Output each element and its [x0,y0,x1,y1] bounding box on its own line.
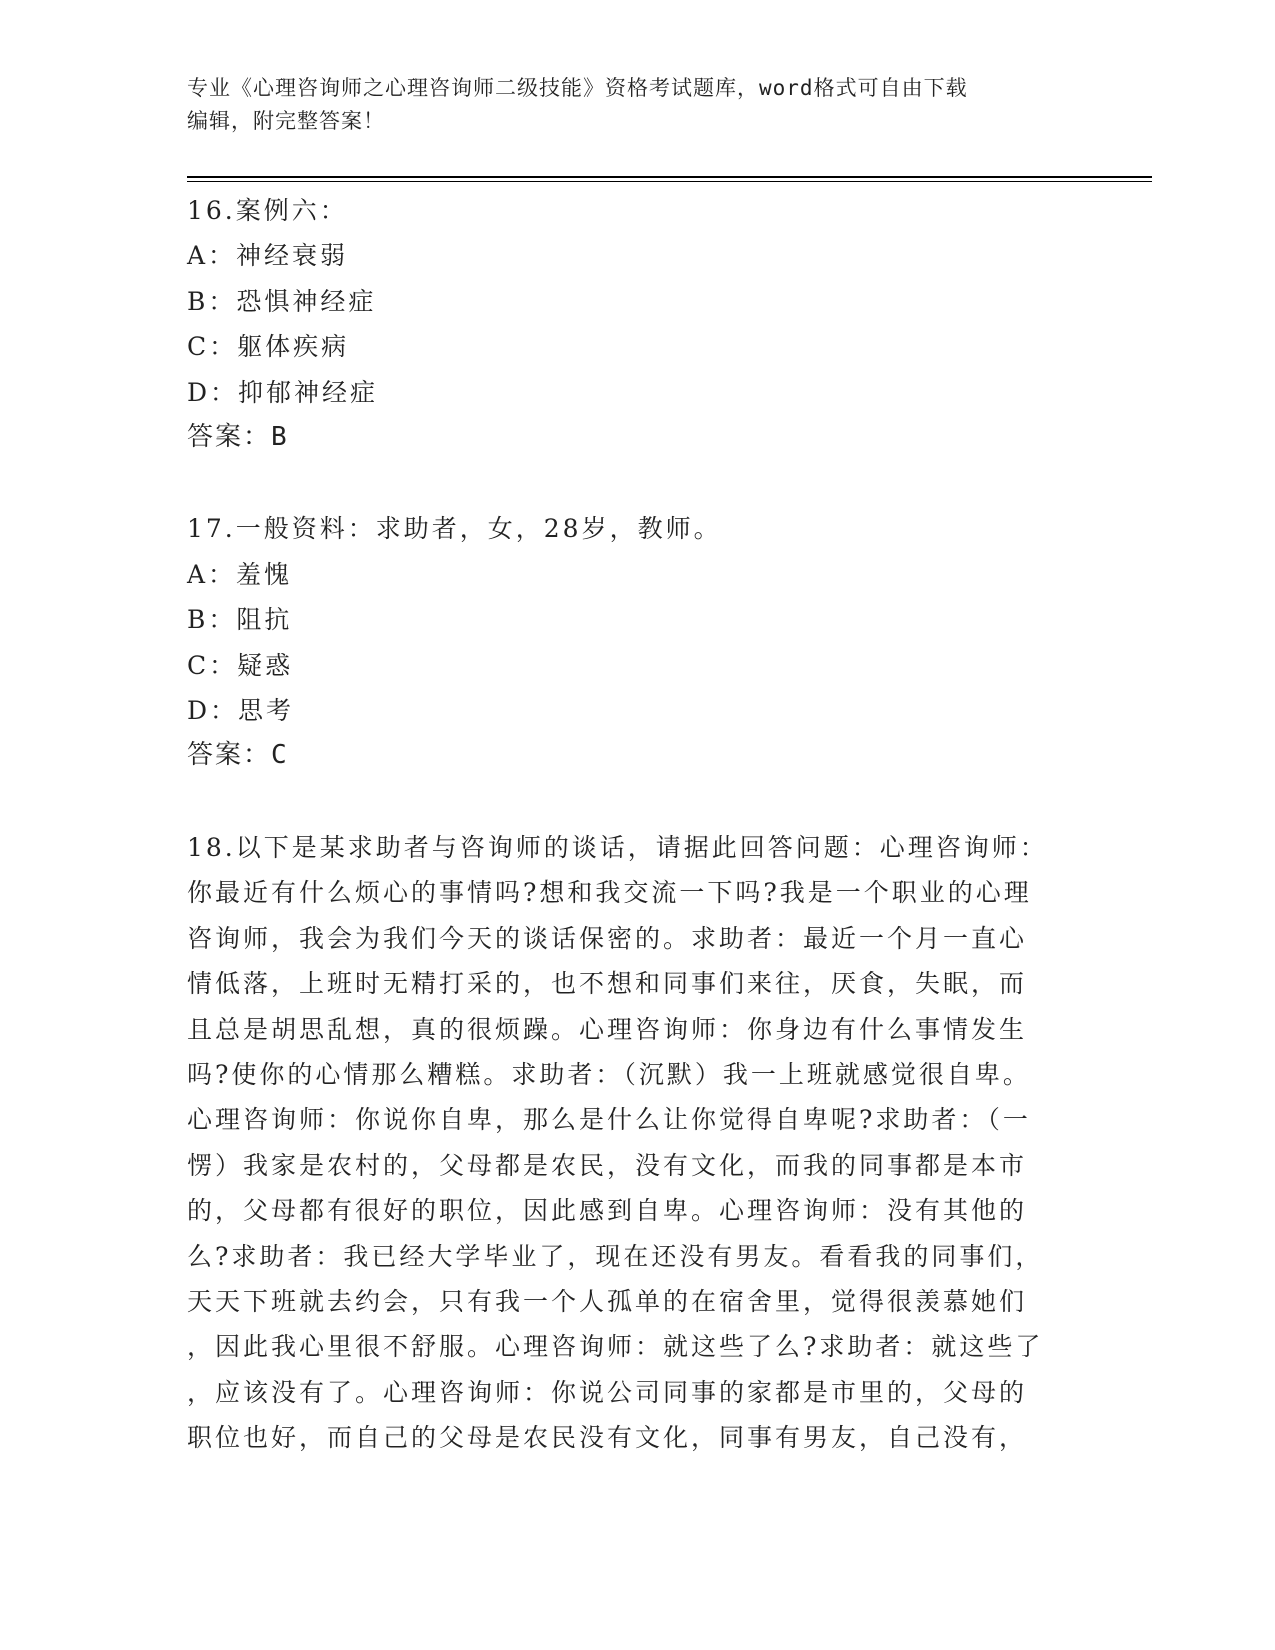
question-18-line: 吗?使你的心情那么糟糕。求助者：（沉默）我一上班就感觉很自卑。 [187,1059,1031,1089]
question-list [187,188,1067,1461]
question-18-line: 咨询师，我会为我们今天的谈话保密的。求助者：最近一个月一直心 [187,923,1028,953]
question-18-line: 职位也好，而自己的父母是农民没有文化，同事有男友，自己没有， [187,1423,1028,1453]
question-16 [187,188,1067,460]
answer-line: 答案：C [187,740,289,771]
option-c: C：疑惑 [187,650,294,680]
option-a: A：神经衰弱 [187,241,349,271]
question-18-line: ，应该没有了。心理咨询师：你说公司同事的家都是市里的，父母的 [187,1377,1028,1407]
question-18-line: ，因此我心里很不舒服。心理咨询师：就这些了么?求助者：就这些了 [187,1332,1044,1362]
header-divider-thick [187,176,1152,178]
question-18-line: 的，父母都有很好的职位，因此感到自卑。心理咨询师：没有其他的 [187,1196,1028,1226]
answer-line: 答案：B [187,422,289,453]
header-divider-thin [187,181,1152,182]
option-c: C：躯体疾病 [187,332,350,362]
header-line: 编辑，附完整答案！ [187,109,385,133]
question-18-line: 且总是胡思乱想，真的很烦躁。心理咨询师：你身边有什么事情发生 [187,1014,1028,1044]
option-d: D：抑郁神经症 [187,377,379,407]
document-header [187,72,1077,138]
question-stem: 17.一般资料：求助者，女，28岁，教师。 [187,514,722,544]
question-17 [187,506,1067,778]
question-18-line: 愣）我家是农村的，父母都是农民，没有文化，而我的同事都是本市 [187,1150,1028,1180]
question-spacer [187,460,1067,506]
question-18-line: 18.以下是某求助者与咨询师的谈话，请据此回答问题：心理咨询师： [187,832,1048,862]
option-b: B：阻抗 [187,605,293,635]
question-18-line: 你最近有什么烦心的事情吗?想和我交流一下吗?我是一个职业的心理 [187,878,1032,908]
question-spacer [187,779,1067,825]
option-b: B：恐惧神经症 [187,286,377,316]
option-a: A：羞愧 [187,559,293,589]
question-18-line: 情低落，上班时无精打采的，也不想和同事们来往，厌食，失眠，而 [187,969,1028,999]
option-d: D：思考 [187,696,295,726]
header-line: 专业《心理咨询师之心理咨询师二级技能》资格考试题库，word格式可自由下载 [187,76,968,100]
question-18-line: 么?求助者：我已经大学毕业了，现在还没有男友。看看我的同事们， [187,1241,1044,1271]
question-18-line: 天天下班就去约会，只有我一个人孤单的在宿舍里，觉得很羡慕她们 [187,1286,1028,1316]
question-18 [187,825,1067,1461]
question-18-line: 心理咨询师：你说你自卑，那么是什么让你觉得自卑呢?求助者：（一 [187,1105,1031,1135]
question-stem: 16.案例六： [187,196,348,225]
